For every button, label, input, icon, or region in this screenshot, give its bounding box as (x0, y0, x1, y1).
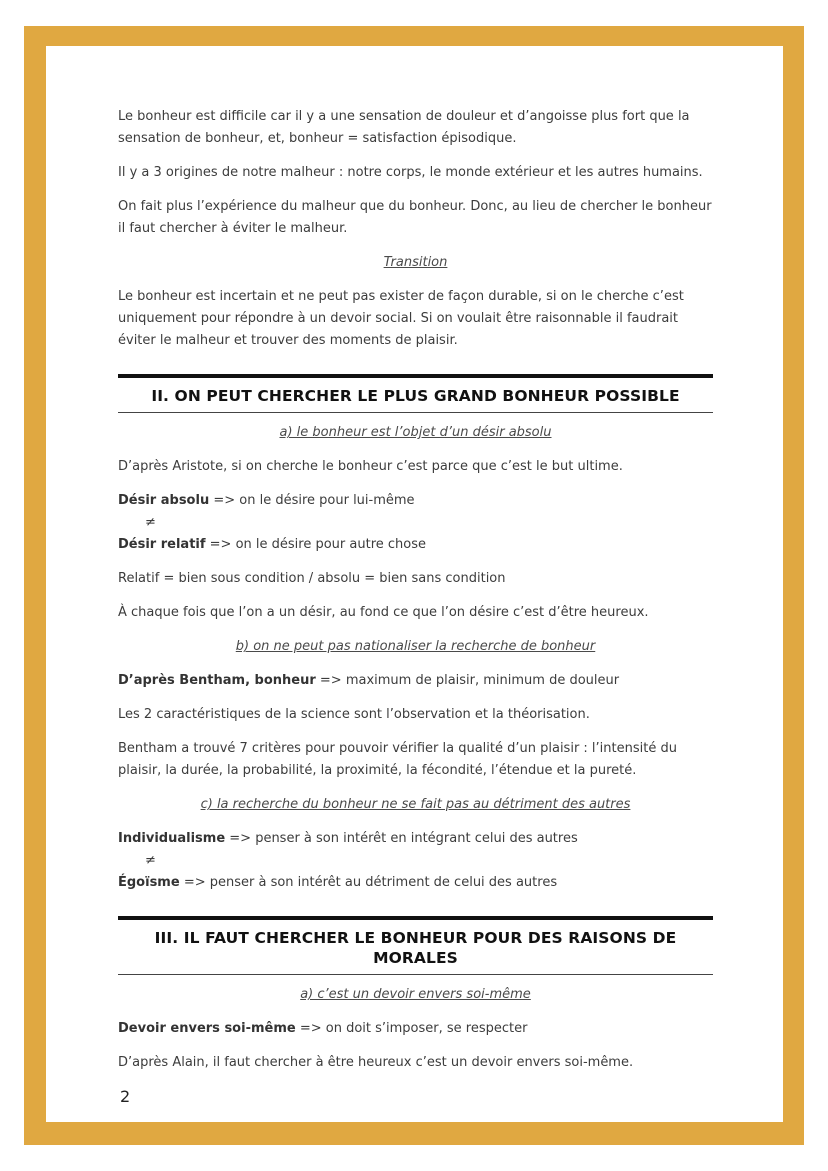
page-number: 2 (120, 1087, 131, 1106)
def-desir-relatif: => on le désire pour autre chose (205, 537, 426, 552)
term-desir-relatif: Désir relatif (118, 537, 206, 552)
paragraph-experience: On fait plus l’expérience du malheur que du bonheur. Donc, au lieu de chercher le bonheur il faut chercher à éviter le malheur. (118, 199, 712, 236)
paragraph-aristote: D’après Aristote, si on cherche le bonheur c’est parce que c’est le but ultime. (118, 459, 623, 474)
def-bentham: => maximum de plaisir, minimum de douleur (315, 673, 620, 688)
subheading-2c: c) la recherche du bonheur ne se fait pas au détriment des autres (200, 797, 631, 812)
paragraph-origines: Il y a 3 origines de notre malheur : notre corps, le monde extérieur et les autres humains. (118, 165, 703, 180)
paragraph-douleur: Le bonheur est difficile car il y a une sensation de douleur et d’angoisse plus fort que la sensation de bonheur, et, bonheur = satisfaction épisodique. (118, 109, 690, 146)
paragraph-relatif-absolu: Relatif = bien sous condition / absolu = bien sans condition (118, 571, 506, 586)
definition-devoir (118, 1018, 713, 1040)
transition-text: Le bonheur est incertain et ne peut pas exister de façon durable, si on le cherche c’est uniquement pour répondre à un devoir social. Si on voulait être raisonnable il faudrait éviter le malheur et trouver des moments de plaisir. (118, 289, 684, 348)
not-equal-sign: ≠ (145, 853, 156, 868)
definition-egoisme (118, 872, 713, 894)
term-devoir: Devoir envers soi-même (118, 1021, 296, 1036)
subheading-2a: a) le bonheur est l’objet d’un désir absolu (279, 425, 552, 440)
definition-bentham (118, 670, 713, 692)
definition-desir-absolu (118, 490, 713, 512)
not-equal-sign: ≠ (145, 515, 156, 530)
section-2-title: II. ON PEUT CHERCHER LE PLUS GRAND BONHEUR POSSIBLE (151, 387, 680, 405)
paragraph-science: Les 2 caractéristiques de la science sont l’observation et la théorisation. (118, 707, 590, 722)
page-frame (24, 26, 804, 1145)
subheading-3a: a) c’est un devoir envers soi-même (300, 987, 531, 1002)
section-3-heading (118, 916, 713, 975)
def-egoisme: => penser à son intérêt au détriment de celui des autres (179, 875, 558, 890)
document-page (46, 46, 783, 1122)
def-desir-absolu: => on le désire pour lui-même (209, 493, 415, 508)
def-individualisme: => penser à son intérêt en intégrant celui des autres (225, 831, 578, 846)
section-2-heading (118, 374, 713, 413)
definition-desir-relatif (118, 534, 713, 556)
transition-label: Transition (383, 255, 448, 270)
term-egoisme: Égoïsme (118, 875, 180, 890)
term-individualisme: Individualisme (118, 831, 226, 846)
section-3-title: III. IL FAUT CHERCHER LE BONHEUR POUR DES RAISONS DE MORALES (154, 929, 677, 967)
paragraph-alain: D’après Alain, il faut chercher à être heureux c’est un devoir envers soi-même. (118, 1055, 634, 1070)
term-bentham: D’après Bentham, bonheur (118, 673, 316, 688)
subheading-2b: b) on ne peut pas nationaliser la recherche de bonheur (235, 639, 596, 654)
def-devoir: => on doit s’imposer, se respecter (295, 1021, 528, 1036)
definition-individualisme (118, 828, 713, 850)
term-desir-absolu: Désir absolu (118, 493, 210, 508)
paragraph-chaque-fois: À chaque fois que l’on a un désir, au fond ce que l’on désire c’est d’être heureux. (118, 605, 649, 620)
paragraph-criteres: Bentham a trouvé 7 critères pour pouvoir vérifier la qualité d’un plaisir : l’intensité du plaisir, la durée, la probabilité, la proximité, la fécondité, l’étendue et la pureté. (118, 741, 677, 778)
